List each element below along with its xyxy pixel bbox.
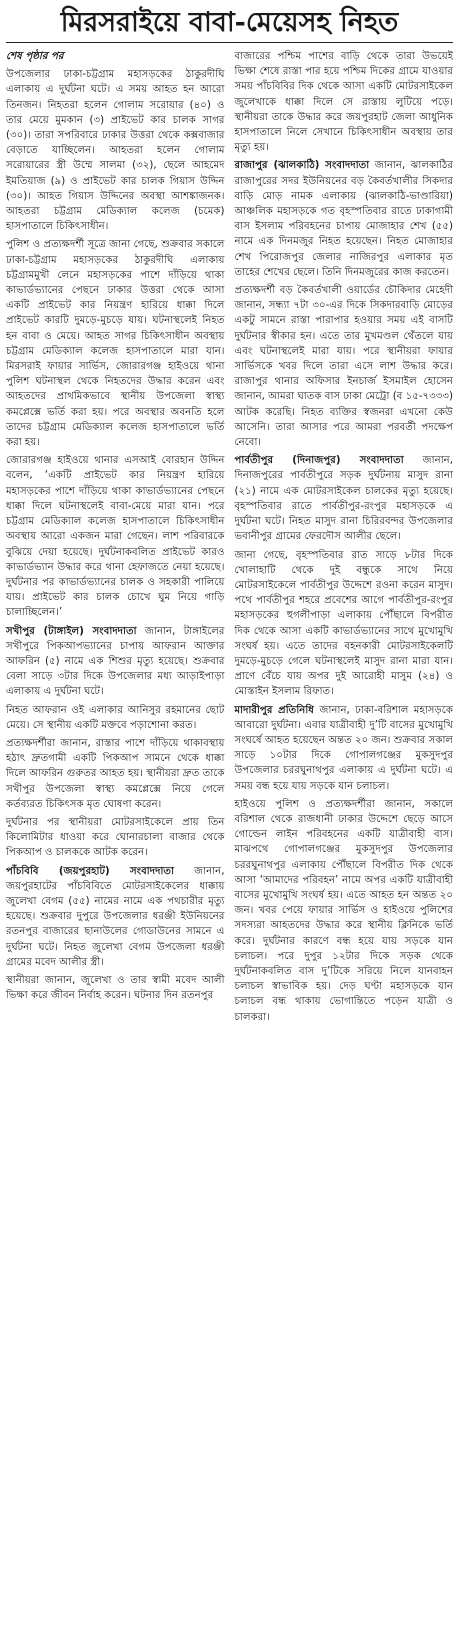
- paragraph-text: পুলিশ ও প্রত্যক্ষদর্শী সূত্রে জানা গেছে, শুক্রবার সকালে ঢাকা-চট্টগ্রাম মহাসড়কের ঠাকুরদীঘি এলাকায় চট্টগ্রামমুখী লেনে মহাসড়কের পাশে দাঁড়িয়ে থাকা কাভার্ডভ্যানের পেছনে ঢাকার উত্তরা থেকে আসা একটি প্রাইভেট কার নিয়ন্ত্রণ হারিয়ে ধাক্কা দিলে প্রাইভেট কারটি দুমড়ে-মুচড়ে যায়। ঘটনাস্থলেই নিহত হন বাবা ও মেয়ে। আহত সাগর চিকিৎসাধীন অবস্থায় চট্টগ্রাম মেডিক্যাল কলেজ হাসপাতালে মারা যান। মিরসরাই ফায়ার সার্ভিস, জোরারগঞ্জ হাইওয়ে থানা পুলিশ ঘটনাস্থল থেকে নিহতদের উদ্ধার করেন এবং আহতদের প্রাথমিকভাবে স্থানীয় উপজেলা স্বাস্থ্য কমপ্লেক্সে ভর্তি করা হয়। পরে অবস্থার অবনতি হলে তাদের চট্টগ্রাম মেডিক্যাল কলেজ হাসপাতালে ভর্তি করা হয়।: [6, 239, 225, 449]
- paragraph-text: জানান, টাঙ্গাইলের সখীপুরে পিকআপভ্যানের চাপায় আফরান আক্তার আফরিন (৫) নামে এক শিশুর মৃত্যু হয়েছে। শুক্রবার বেলা সাড়ে ৩টার দিকে উপজেলার মধ্য আড়াইপাড়া এলাকায় এ দুর্ঘটনা ঘটে।: [6, 625, 225, 698]
- paragraph-text: বাজারের পশ্চিম পাশের বাড়ি থেকে তারা উভয়েই ভিক্ষা শেষে রাস্তা পার হয়ে পশ্চিম দিকের গ্রামে যাওয়ার সময় পাঁচবিবির দিক থেকে আসা একটি মোটরসাইকেল জুলেখাকে ধাক্কা দিলে সে রাস্তায় লুটিয়ে পড়ে। স্থানীয়রা তাকে উদ্ধার করে জয়পুরহাট জেলা আধুনিক হাসপাতালে নিলে সেখানে চিকিৎসাধীন অবস্থায় তার মৃত্যু হয়।: [234, 51, 453, 154]
- dateline: পার্বতীপুর (দিনাজপুর) সংবাদদাতা: [234, 455, 404, 467]
- paragraph: [235, 453, 454, 544]
- dateline: সখীপুর (টাঙ্গাইল) সংবাদদাতা: [6, 625, 137, 637]
- paragraph: [235, 548, 454, 700]
- paragraph-text: স্থানীয়রা জানান, জুলেখা ও তার স্বামী মবেদ আলী ভিক্ষা করে জীবন নির্বাহ করেন। ঘটনার দিন রতনপুর: [6, 974, 225, 1002]
- paragraph: [235, 283, 454, 450]
- paragraph-text: জানান, ঢাকা-বরিশাল মহাসড়কে আবারো দুর্ঘটনা। এবার যাত্রীবাহী দু’টি বাসের মুখোমুখি সংঘর্ষে আহত হয়েছেন অন্তত ২০ জন। শুক্রবার সকাল সাড়ে ১০টার দিকে গোপালগঞ্জের মুকসুদপুর উপজেলার চররঘুনাথপুর এলাকায় এ দুর্ঘটনা ঘটে। এ সময় বন্ধ হয়ে যায় সড়কে যান চলাচল।: [234, 704, 453, 792]
- column-right: [235, 49, 454, 1028]
- paragraph-text: জানান, জয়পুরহাটের পাঁচবিবিতে মোটরসাইকেলের ধাক্কায় জুলেখা বেগম (৫৫) নামের নামে এক পথচারীর মৃত্যু হয়েছে। শুক্রবার দুপুরে উপজেলার ধরঞ্জী ইউনিয়নের রতনপুর বাজারের ছানাউলের গোডাউনের সামনে এ দুর্ঘটনা ঘটে। নিহত জুলেখা বেগম উপজেলা ধরঞ্জী গ্রামের মবেদ আলীর স্ত্রী।: [6, 865, 225, 968]
- paragraph: [6, 703, 225, 733]
- column-left: [6, 49, 225, 1028]
- paragraph: [6, 453, 225, 620]
- paragraph-text: জানা গেছে, বৃহস্পতিবার রাত সাড়ে ৮টার দিকে খোলাহাটি থেকে দুই বন্ধুকে সাথে নিয়ে মোটরসাইকেলে পার্বতীপুর উদ্দেশে রওনা করেন মাসুদ। পথে পার্বতীপুর শহরে প্রবেশের আগে পার্বতীপুর-রংপুর মহাসড়কের হুগলীপাড়া এলাকায় পৌঁছালে বিপরীত দিক থেকে আসা একটি কাভার্ডভ্যানের সাথে মুখোমুখি সংঘর্ষ হয়। এতে তাদের বহনকারী মোটরসাইকেলটি দুমড়ে-মুচড়ে গেলে ঘটনাস্থলেই মাসুদ রানা মারা যান। প্রাণে বেঁচে যায় অপর দুই আরোহী মাসুম (২৪) ও মোস্তাইন ইসলাম রিফাত।: [234, 549, 453, 698]
- dateline: রাজাপুর (ঝালকাঠি) সংবাদদাতা: [234, 160, 370, 172]
- paragraph: [235, 49, 454, 155]
- paragraph-text: জোরারগঞ্জ হাইওয়ে থানার এসআই বোরহান উদ্দিন বলেন, ‘একটি প্রাইভেট কার নিয়ন্ত্রণ হারিয়ে মহাসড়কের পাশে দাঁড়িয়ে থাকা কাভার্ডভ্যানের পেছনে ধাক্কা দিলে ঘটনাস্থলেই বাবা-মেয়ে মারা যান। পরে চট্টগ্রাম মেডিক্যাল কলেজ হাসপাতালে চিকিৎসাধীন অবস্থায় আরো একজন মারা গেছেন। লাশ পরিবারকে বুঝিয়ে দেয়া হয়েছে। দুর্ঘটনাকবলিত প্রাইভেট কারও কাভার্ডভ্যান উদ্ধার করে থানা হেফাজতে নেয়া হয়েছে। দুর্ঘটনার পর কাভার্ডভ্যানের চালক ও সহকারী পালিয়ে যায়। প্রাইভেট কার চালক চোখে ঘুম নিয়ে গাড়ি চালাচ্ছিলেন।’: [6, 455, 225, 619]
- continued-label: শেষ পৃষ্ঠার পর: [6, 51, 64, 62]
- paragraph: [6, 815, 225, 861]
- paragraph: [235, 703, 454, 794]
- paragraph-text: দুর্ঘটনার পর স্থানীয়রা মোটরসাইকেলে প্রায় তিন কিলোমিটার ধাওয়া করে ঘোনারচালা বাজার থেকে পিকআপ ও চালককে আটক করেন।: [6, 816, 225, 859]
- paragraph-text: জানান, দিনাজপুরের পার্বতীপুরে সড়ক দুর্ঘটনায় মাসুদ রানা (২১) নামে এক মোটরসাইকেল চালকের মৃত্যু হয়েছে। বৃহস্পতিবার রাতে পার্বতীপুর-রংপুর মহাসড়কে এ দুর্ঘটনা ঘটে। নিহত মাসুদ রানা চিরিরবন্দর উপজেলার ভবানীপুর গ্রামের ফেরদৌস আলীর ছেলে।: [234, 455, 453, 543]
- paragraph: [6, 67, 225, 234]
- article-body: [6, 49, 453, 1028]
- continued-from-label: [6, 49, 225, 64]
- paragraph-text: প্রত্যক্ষদর্শীরা জানান, রাস্তার পাশে দাঁড়িয়ে থাকাবস্থায় হঠাৎ দ্রুতগামী একটি পিকআপ সামনে থেকে ধাক্কা দিলে আফরিন গুরুতর আহত হয়। স্থানীয়রা দ্রুত তাকে সখীপুর উপজেলা স্বাস্থ্য কমপ্লেক্সে নিয়ে গেলে কর্তব্যরত চিকিৎসক মৃত ঘোষণা করেন।: [6, 737, 225, 810]
- paragraph-text: উপজেলার ঢাকা-চট্টগ্রাম মহাসড়কের ঠাকুরদীঘি এলাকায় এ দুর্ঘটনা ঘটে। এ সময় আহত হন আরো তিনজন। নিহতরা হলেন গোলাম সরোয়ার (৪০) ও তার মেয়ে মুমকান (৩) প্রাইভেট কার চালক সাগর (৩০)। তারা সপরিবারে ঢাকার উত্তরা থেকে কক্সবাজার বেড়াতে যাচ্ছিলেন। আহতরা হলেন গোলাম সরোয়ারের স্ত্রী উম্মে সালমা (৩২), ছেলে আহমেদ ইমতিয়াজ (৯) ও প্রাইভেট কার চালক গিয়াস উদ্দিন (৩০)। আহত গিয়াস উদ্দিনের অবস্থা আশঙ্কাজনক। আহতরা চট্টগ্রাম মেডিক্যাল কলেজ (চমেক) হাসপাতালে চিকিৎসাধীন।: [6, 69, 225, 233]
- paragraph: [6, 973, 225, 1003]
- paragraph: [235, 797, 454, 1025]
- headline: মিরসরাইয়ে বাবা-মেয়েসহ নিহত: [6, 4, 453, 43]
- paragraph-text: নিহত আফরান ওই এলাকার আনিসুর রহমানের ছোট মেয়ে। সে স্থানীয় একটি মক্তবে পড়াশোনা করত।: [6, 704, 225, 731]
- paragraph: [235, 158, 454, 280]
- paragraph: [6, 624, 225, 700]
- paragraph-text: জানান, ঝালকাঠির রাজাপুরের সদর ইউনিয়নের বড় কৈবর্তখালীর সিকদার বাড়ি মোড় নামক এলাকায় (ঝালকাঠি-ভাণ্ডারিয়া) আঞ্চলিক মহাসড়কে গত বৃহস্পতিবার রাতে ঢাকাগামী বাস ইসলাম পরিবহনের চাপায় মোজাহার শেখ (৫৫) নামে এক দিনমজুর নিহত হয়েছেন। নিহত মোজাহার শেখ পিরোজপুর জেলার নাজিরপুর এলাকার মৃত তাহের শেখের ছেলে। তিনি দিনমজুরের কাজ করতেন।: [234, 160, 454, 278]
- dateline: মাদারীপুর প্রতিনিধি: [234, 704, 314, 716]
- paragraph: [6, 736, 225, 812]
- paragraph: [6, 864, 225, 970]
- dateline: পাঁচবিবি (জয়পুরহাট) সংবাদদাতা: [6, 865, 175, 877]
- paragraph-text: হাইওয়ে পুলিশ ও প্রত্যক্ষদর্শীরা জানান, সকালে বরিশাল থেকে রাজধানী ঢাকার উদ্দেশে ছেড়ে আসে গোল্ডেন লাইন পরিবহনের একটি যাত্রীবাহী বাস। মাঝপথে গোপালগঞ্জের মুকসুদপুর উপজেলার চররঘুনাথপুর এলাকায় পৌঁছালে বিপরীত দিক থেকে আসা ‘আমাদের পরিবহন’ নামে অপর একটি যাত্রীবাহী বাসের মুখোমুখি সংঘর্ষ হয়। এতে আহত হন অন্তত ২০ জন। খবর পেয়ে ফায়ার সার্ভিস ও হাইওয়ে পুলিশের সদস্যরা আহতদের উদ্ধার করে স্থানীয় ক্লিনিকে ভর্তি করে। দুর্ঘটনার কারণে বন্ধ হয়ে যায় সড়কে যান চলাচল। পরে দুপুর ১২টার দিকে সড়ক থেকে দুর্ঘটনাকবলিত বাস দু’টিকে সরিয়ে নিলে যানবাহন চলাচল স্বাভাবিক হয়। দেড় ঘণ্টা মহাসড়কে যান চলাচল বন্ধ থাকায় ভোগান্তিতে পড়েন যাত্রী ও চালকরা।: [234, 798, 453, 1023]
- paragraph: [6, 237, 225, 450]
- paragraph-text: প্রত্যক্ষদর্শী বড় কৈবর্তখালী ওয়ার্ডের চৌকিদার মেহেদী জানান, সন্ধ্যা ৭টা ৩০-এর দিকে সিকদারবাড়ি মোড়ের একটু সামনে রাস্তা পারাপার হওয়ার সময় এই বাসটি দুর্ঘটনার স্বীকার হন। এতে তার মুখমণ্ডল থেঁতলে যায় এবং ঘটনাস্থলেই মারা যায়। পরে স্থানীয়রা ফায়ার সার্ভিসকে খবর দিলে তারা এসে লাশ উদ্ধার করে। রাজাপুর থানার অফিসার ইনচার্জ ইসমাইল হোসেন জানান, আমরা ঘাতক বাস ঢাকা মেট্রো (ব ১৫-৭৩৩৩) আটক করেছি। নিহত ব্যক্তির স্বজনরা এখনো কেউ আসেনি। তারা আসার পরে আমরা পরবর্তী পদক্ষেপ নেবো।: [234, 285, 453, 449]
